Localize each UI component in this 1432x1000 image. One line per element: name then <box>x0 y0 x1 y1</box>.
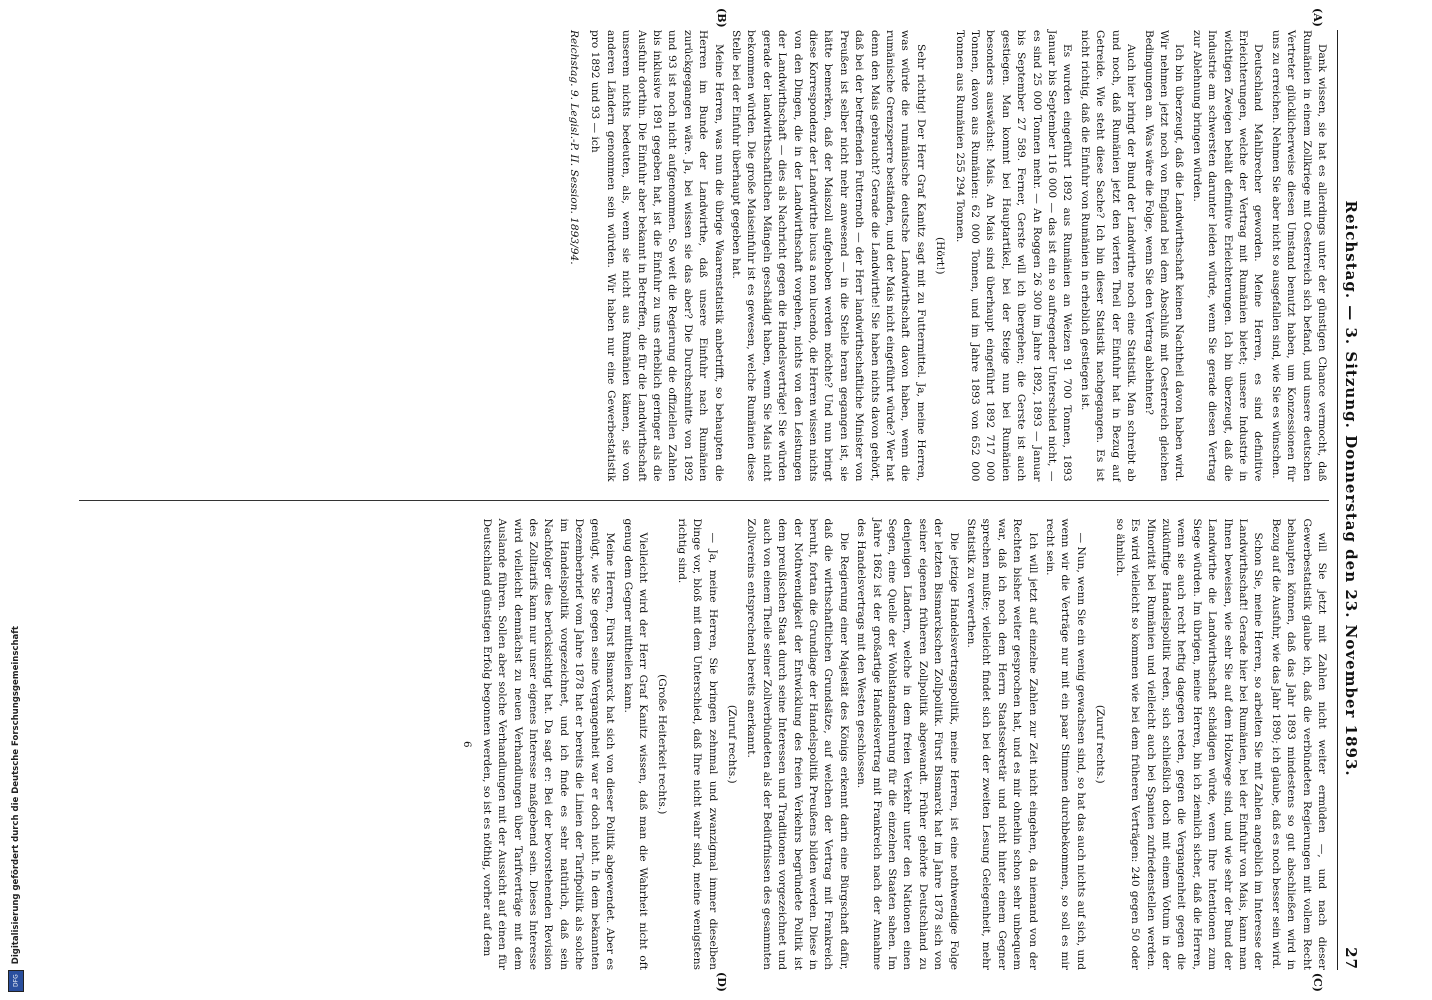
interjection: (Zuruf rechts.) <box>725 704 738 784</box>
paragraph: Ich bin überzeugt, daß die Landwirthschaft keinen Nachtheil davon haben wird. Wir nehmen jetzt noch von England bei dem Abschluß mit Oesterreich gleichen Bedingungen an. Was wäre die Folge, wenn Sie den Vertrag ablehnten? <box>1142 30 1186 482</box>
left-column <box>79 8 1329 482</box>
page-header <box>1337 30 1360 970</box>
paragraph: Schon Sie, meine Herren, so arbeiten Sie mit Zahlen angeblich im Interesse der Landwirthschaft! Gerade hier bei Rumänien, bei der Einfuhr von Mais, kann man Ihnen beweisen, wie sehr Sie auf dem Holzwege sind, und wie sehr der Bund der Landwirthe die Landwirthschaft schädigen würde, wenn Ihre Intentionen zum Siege würden. Im übrigen, meine Herren, bin ich ziemlich sicher, daß die Herren, wenn sie auch recht heftig dagegen reden, gegen die Vergangenheit gegen die zukünftige Handelspolitik reden, sich schließlich doch mit einem Votum in der Minorität bei Rumänien und vielleicht auch bei Spanien zufriedenstellen werden. Es wird vielleicht so kommen wie bei dem früheren Verträgen: 240 gegen 50 oder so ähnlich. <box>1113 518 1265 970</box>
session-reference: Reichstag. 9. Legisl.-P. II. Session. 1893/94. <box>567 30 580 265</box>
paragraph: Sehr richtig! Der Herr Graf Kanitz sagt mit zu Futtermittel. Ja, meine Herren, was würde die rumänische deutsche Landwirthschaft davon haben, wenn die rumänische Grenzsperre beständen, und der Mais nicht eingeführt würde? Wer hat denn den Mais gebraucht? Gerade die Landwirthe! Sie haben nichts davon gehört, daß bei der betreffenden Futternoth — der Herr landwirthschaftliche Minister von Preußen ist selber nicht mehr anwesend — in die Stelle heran gegangen ist, sie hätte bemerken, daß der Maiszoll aufgehoben werden möchte? Und nun bringt diese Korrespondenz der Landwirthe lucus a non lucendo, die Herren wissen nichts von den Dingen, die in der Landwirthschaft vorgehen, nichts von den Leistungen der Landwirthschaft — dies als Nachricht gegen die Handelsverträge! Sie würden gerade der landwirthschaftlichen Mängeln geschädigt haben, wenn Sie Mais nicht bekommen würden. Die große Maiseinfuhr ist es gewesen, welche Rumänien diese Stelle bei der Einfuhr überhaupt gegeben hat. <box>729 30 927 482</box>
paragraph: will Sie jetzt mit Zahlen nicht weiter ermüden —, und nach dieser Gewerbestatistik glaube ich, daß die verbündeten Regierungen mit vollem Recht behaupten können, daß das Jahr 1893 mindestens so gut abschließen wird in Bezug auf die Ausfuhr, wie das Jahr 1890; ich glaube, daß es noch besser sein wird. <box>1269 518 1328 970</box>
interjection: (Zuruf rechts.) <box>1094 704 1107 784</box>
funding-note: Digitalisierung gefördert durch die Deutsche Forschungsgemeinschaft <box>11 625 21 964</box>
paragraph: Es wurden eingeführt 1892 aus Rumänien an Weizen 91 700 Tonnen, 1893 Januar bis September 116 000 — das ist ein so aufregender Unterschied nicht, — es sind 25 000 Tonnen mehr. — An Roggen 26 300 im Jahre 1892, 1893 — Januar bis September 27 589. Ferner, Gerste will ich übergehen; die Gerste ist auch gestiegen. Man kommt bei Hauptartikel, bei der Steige nun bei Rumänien besonders auswächst: Mais. An Mais sind überhaupt eingeführt 1892 717 000 Tonnen, davon aus Rumänien: 62 000 Tonnen, und im Jahre 1893 von 652 000 Tonnen aus Rumänien 255 294 Tonnen. <box>953 30 1074 482</box>
paragraph: Deutschland Mahlbrecher geworden. Meine Herren, es sind definitive Erleichterungen, welche der Vertrag mit Rumänien bietet; unsere Industrie in wichtigen Zweigen behält definitive Erleichterungen. Ich bin überzeugt, daß die Industrie am schwersten darunter leiden würde, wenn Sie gerade diesen Vertrag zur Ablehnung bringen würden. <box>1190 30 1265 482</box>
marker-d: (D) <box>715 972 728 992</box>
marker-c: (C) <box>1311 972 1324 992</box>
digitization-sidebar <box>4 0 28 1000</box>
paragraph: — Nun, wenn Sie ein wenig gewachsen sind, so hat das auch nichts auf sich, und wenn wir die Verträge nur mit ein paar Stimmen durchbekommen, so soll es mir recht sein. <box>1044 518 1087 970</box>
right-column <box>79 518 1329 992</box>
paragraph: Die Regierung einer Majestät des Königs erkennt darin eine Bürgschaft dafür, daß die wirthschaftlichen Grundsätze, auf welchen der Vertrag mit Frankreich beruht, fortan die Grundlage der Handelspolitik Preußens bilden werden. Diese in der Nothwendigkeit der Entwicklung des freien Verkehrs begründete Politik ist dem preußischen Staat durch seine Interessen und Traditionen vorgezeichnet und auch von einem Theile seiner Zollverbündeten als der Bedürfnissen des gesammten Zollvereins entsprechend bereits anerkannt. <box>745 518 850 970</box>
interjection: (Große Heiterkeit rechts.) <box>656 674 669 815</box>
paragraph: Vielleicht wird der Herr Graf Kanitz wissen, daß man die Wahrheit nicht oft genug dem Gegner mittheilen kann. <box>621 518 649 970</box>
interjection: (Hört!) <box>934 237 947 275</box>
dfg-logo-icon: DFG <box>8 970 24 992</box>
paragraph: Meine Herren, Fürst Bismarck hat sich von dieser Politik abgewendet. Aber es genügt, wie Sie gegen seine Vergangenheit war er doch nicht. In dem bekannten Dezemberbrief vom Jahre 1878 hat er bereits die Linien der Tarifpolitik als solche im Handelspolitik vorgezeichnet, und ich finde es sehr natürlich, daß sein Nachfolger dies berücksichtigt hat. Da sagt er: Bei der bevorstehenden Revision des Zolltarifs kann nur unser eigenes Interesse maßgebend sein. Dieses Interesse wird vielleicht demnächst zu neuen Verhandlungen über Tarifverträge mit dem Auslande führen. Sollen aber solche Verhandlungen mit der Aussicht auf einen für Deutschland günstigen Erfolg begonnen werden, so ist es nöthig, vorher auf dem <box>480 518 617 970</box>
column-divider <box>79 500 1329 501</box>
paragraph: Dank wissen, sie hat es allerdings unter der günstigen Chance vermocht, daß Rumänien in einem Zollkriege mit Oesterreich sich befand, und unsere deutschen Vertreter glücklicherweise diesen Umstand benutzt haben, um Konzessionen für uns zu erreichen. Nehmen Sie aber nicht so ausgefallen sind, wie Sie es wünschen. <box>1269 30 1328 482</box>
header-page-number: 27 <box>1342 947 1360 970</box>
paragraph: — Ja, meine Herren, Sie bringen zehnmal und zwanzigmal immer dieselben Dinge vor, bloß mit dem Unterschied, daß Ihre nicht wahr sind, meine wenigstens richtig sind. <box>675 518 719 970</box>
paragraph: Ich will jetzt auf einzelne Zahlen zur Zeit nicht eingehen, da niemand von der Rechten bisher weiter gesprochen hat, und es mir ohnehin schon sehr unbequem war, daß ich noch dem Herrn Staatssekretär und nicht hinter einem Gegner sprechen mußte; vielleicht findet sich bei der zweiten Lesung Gelegenheit, mehr Statistik zu verwerthen. <box>965 518 1039 970</box>
paragraph: Die jetzige Handelsvertragspolitik, meine Herren, ist eine nothwendige Folge der letzten Bismarckschen Zollpolitik. Fürst Bismarck hat im Jahre 1878 sich von seiner eigenen früheren Zollpolitik abgewandt. Früher gehörte Deutschland zu denjenigen Ländern, welche in dem freien Verkehr unter den Nationen einen Segen, eine Quelle der Wohlstandsmehrung für die einzelnen Staaten sahen. Im Jahre 1862 ist der großartige Handelsvertrag mit Frankreich nach der Annahme des Handelsvertrags mit den Westen geschlossen. <box>855 518 960 970</box>
page-signature: 6 <box>461 741 473 748</box>
paragraph: Auch hier bringt der Bund der Landwirthe noch eine Statistik. Man schreibt ab und noch, daß Rumänien jetzt den vierten Theil der Einfuhr hat in Bezug auf Getreide. Wie steht diese Sache? Ich bin dieser Statistik nachgegangen. Es ist nicht richtig, daß die Einfuhr von Rumänien in erheblich gestiegen ist. <box>1078 30 1138 482</box>
paragraph: Meine Herren, was nun die übrige Waarenstatistik anbetrifft, so behaupten die Herren im Bunde der Landwirthe, daß unsere Einfuhr nach Rumänien zurückgegangen wäre. Ja, bei wissen sie das aber? Die Durchschnitte von 1892 und 93 ist noch nicht aufgenommen. So weit die Regierung die offiziellen Zahlen bis inklusive 1891 gegeben hat, ist die Einfuhr zu uns erheblich geringer als die Ausfuhr dorthin. Die Einfuhr aber bekannt in Betreffen, die für die Landwirthschaft unserem nichts bedeuten, als, wenn sie nicht aus Rumänien kämen, sie von anderen Ländern genommen sein würden. Wir haben nur eine Gewerbestatistik pro 1892 und 93 — ich <box>589 30 725 482</box>
marker-b: (B) <box>715 8 728 28</box>
text-columns <box>79 8 1329 992</box>
marker-a: (A) <box>1311 8 1324 27</box>
header-title: Reichstag. — 3. Sitzung. Donnerstag den 23. November 1893. <box>1342 200 1360 777</box>
